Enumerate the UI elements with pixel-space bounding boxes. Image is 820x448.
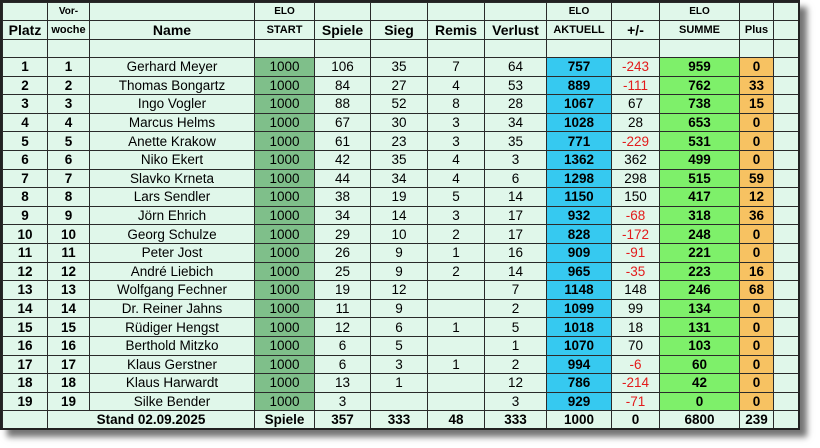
remis-cell [428, 336, 485, 355]
sieg-cell: 6 [371, 318, 428, 337]
remis-cell [428, 281, 485, 300]
platz-cell: 6 [3, 150, 48, 169]
table-row [3, 355, 799, 374]
platz-cell: 8 [3, 188, 48, 207]
plus-cell: 0 [740, 150, 774, 169]
table-row [3, 281, 799, 300]
elo-diff-cell: -243 [612, 58, 660, 77]
vorwoche-cell: 16 [48, 336, 90, 355]
elo-start-cell: 1000 [255, 132, 315, 151]
player-name-cell: Thomas Bongartz [90, 76, 255, 95]
platz-cell: 18 [3, 374, 48, 393]
elo-summe-cell: 248 [660, 225, 740, 244]
footer-spiele-total: 357 [315, 411, 371, 429]
spiele-header: Spiele [315, 21, 371, 40]
elo-aktuell-cell: 757 [547, 58, 612, 77]
plus-cell: 0 [740, 336, 774, 355]
elo-summe-cell: 221 [660, 243, 740, 262]
elo-summe-cell: 246 [660, 281, 740, 300]
elo-start-cell: 1000 [255, 206, 315, 225]
spacer-cell [774, 150, 799, 169]
remis-cell: 3 [428, 113, 485, 132]
remis-cell: 1 [428, 318, 485, 337]
platz-cell: 15 [3, 318, 48, 337]
elo-summe-header-line2: SUMME [660, 21, 740, 40]
elo-aktuell-cell: 1070 [547, 336, 612, 355]
sieg-cell: 9 [371, 243, 428, 262]
elo-summe-cell: 103 [660, 336, 740, 355]
elo-diff-cell: -6 [612, 355, 660, 374]
player-name-cell: Silke Bender [90, 392, 255, 411]
spacer-cell [774, 318, 799, 337]
vorwoche-cell: 19 [48, 392, 90, 411]
spacer-cell [774, 336, 799, 355]
table-row [3, 225, 799, 244]
vorwoche-header-line2: woche [48, 21, 90, 40]
sieg-cell: 19 [371, 188, 428, 207]
plus-cell: 0 [740, 132, 774, 151]
elo-diff-cell: 150 [612, 188, 660, 207]
elo-diff-cell: 18 [612, 318, 660, 337]
table-row [3, 336, 799, 355]
elo-diff-cell: 99 [612, 299, 660, 318]
platz-cell: 19 [3, 392, 48, 411]
verlust-cell: 6 [485, 169, 547, 188]
spacer-cell [774, 206, 799, 225]
elo-aktuell-cell: 932 [547, 206, 612, 225]
plus-cell: 0 [740, 243, 774, 262]
spacer-cell [774, 355, 799, 374]
header-row-main [3, 21, 799, 40]
elo-diff-cell: 362 [612, 150, 660, 169]
elo-start-cell: 1000 [255, 58, 315, 77]
sieg-cell: 1 [371, 374, 428, 393]
elo-start-cell: 1000 [255, 392, 315, 411]
elo-diff-cell: -35 [612, 262, 660, 281]
player-name-cell: Berthold Mitzko [90, 336, 255, 355]
plus-cell: 0 [740, 318, 774, 337]
player-name-cell: Jörn Ehrich [90, 206, 255, 225]
spacer-cell [774, 76, 799, 95]
plus-cell: 0 [740, 113, 774, 132]
platz-cell: 16 [3, 336, 48, 355]
verlust-cell: 17 [485, 206, 547, 225]
elo-aktuell-cell: 828 [547, 225, 612, 244]
platz-cell: 17 [3, 355, 48, 374]
spiele-cell: 34 [315, 206, 371, 225]
elo-aktuell-cell: 1067 [547, 95, 612, 114]
table-row [3, 132, 799, 151]
elo-summe-cell: 0 [660, 392, 740, 411]
header-spacer-row [3, 40, 799, 58]
vorwoche-cell: 12 [48, 262, 90, 281]
player-name-cell: Gerhard Meyer [90, 58, 255, 77]
sieg-cell: 9 [371, 299, 428, 318]
platz-cell: 13 [3, 281, 48, 300]
elo-aktuell-cell: 1362 [547, 150, 612, 169]
player-name-cell: André Liebich [90, 262, 255, 281]
elo-aktuell-cell: 771 [547, 132, 612, 151]
elo-diff-cell: -172 [612, 225, 660, 244]
spiele-cell: 29 [315, 225, 371, 244]
verlust-header: Verlust [485, 21, 547, 40]
elo-start-cell: 1000 [255, 355, 315, 374]
player-name-cell: Niko Ekert [90, 150, 255, 169]
elo-summe-cell: 531 [660, 132, 740, 151]
plus-cell: 33 [740, 76, 774, 95]
table-row [3, 95, 799, 114]
sieg-cell: 23 [371, 132, 428, 151]
table-row [3, 76, 799, 95]
player-name-cell: Peter Jost [90, 243, 255, 262]
vorwoche-cell: 3 [48, 95, 90, 114]
plus-cell: 0 [740, 374, 774, 393]
verlust-cell: 16 [485, 243, 547, 262]
plus-cell: 68 [740, 281, 774, 300]
platz-cell: 4 [3, 113, 48, 132]
vorwoche-cell: 17 [48, 355, 90, 374]
sieg-cell: 35 [371, 58, 428, 77]
remis-cell: 2 [428, 225, 485, 244]
verlust-cell: 7 [485, 281, 547, 300]
plus-cell: 0 [740, 299, 774, 318]
elo-aktuell-cell: 929 [547, 392, 612, 411]
elo-diff-cell: -68 [612, 206, 660, 225]
elo-diff-cell: 148 [612, 281, 660, 300]
spiele-cell: 88 [315, 95, 371, 114]
spacer-cell [774, 262, 799, 281]
spiele-cell: 106 [315, 58, 371, 77]
sieg-cell [371, 392, 428, 411]
remis-cell [428, 299, 485, 318]
elo-start-cell: 1000 [255, 188, 315, 207]
vorwoche-cell: 7 [48, 169, 90, 188]
footer-summe-total: 6800 [660, 411, 740, 429]
vorwoche-cell: 13 [48, 281, 90, 300]
verlust-cell: 12 [485, 374, 547, 393]
remis-cell: 4 [428, 150, 485, 169]
elo-summe-cell: 131 [660, 318, 740, 337]
sieg-cell: 10 [371, 225, 428, 244]
stand-date: Stand 02.09.2025 [48, 411, 255, 429]
remis-cell: 1 [428, 243, 485, 262]
sieg-cell: 12 [371, 281, 428, 300]
elo-start-cell: 1000 [255, 225, 315, 244]
player-name-cell: Anette Krakow [90, 132, 255, 151]
spacer-cell [774, 113, 799, 132]
player-name-cell: Klaus Harwardt [90, 374, 255, 393]
spacer-cell [774, 169, 799, 188]
verlust-cell: 14 [485, 188, 547, 207]
plus-cell: 0 [740, 355, 774, 374]
elo-summe-cell: 223 [660, 262, 740, 281]
spiele-cell: 42 [315, 150, 371, 169]
platz-cell: 7 [3, 169, 48, 188]
remis-cell: 4 [428, 169, 485, 188]
sieg-cell: 27 [371, 76, 428, 95]
elo-start-header-line1: ELO [255, 3, 315, 21]
vorwoche-cell: 11 [48, 243, 90, 262]
plus-cell: 36 [740, 206, 774, 225]
spiele-cell: 12 [315, 318, 371, 337]
sieg-cell: 34 [371, 169, 428, 188]
elo-start-cell: 1000 [255, 299, 315, 318]
sieg-cell: 9 [371, 262, 428, 281]
elo-diff-cell: 28 [612, 113, 660, 132]
footer-row [3, 411, 799, 429]
remis-cell: 4 [428, 76, 485, 95]
vorwoche-cell: 2 [48, 76, 90, 95]
plus-header: Plus [740, 21, 774, 40]
plus-cell: 15 [740, 95, 774, 114]
elo-start-cell: 1000 [255, 318, 315, 337]
vorwoche-cell: 15 [48, 318, 90, 337]
remis-cell: 7 [428, 58, 485, 77]
elo-diff-cell: -71 [612, 392, 660, 411]
elo-summe-header-line1: ELO [660, 3, 740, 21]
platz-cell: 2 [3, 76, 48, 95]
platz-cell: 3 [3, 95, 48, 114]
player-name-cell: Dr. Reiner Jahns [90, 299, 255, 318]
table-row [3, 374, 799, 393]
elo-summe-cell: 515 [660, 169, 740, 188]
player-name-cell: Ingo Vogler [90, 95, 255, 114]
platz-cell: 14 [3, 299, 48, 318]
remis-cell: 1 [428, 355, 485, 374]
player-name-cell: Klaus Gerstner [90, 355, 255, 374]
sieg-cell: 3 [371, 355, 428, 374]
elo-diff-cell: 298 [612, 169, 660, 188]
elo-summe-cell: 417 [660, 188, 740, 207]
elo-aktuell-cell: 1028 [547, 113, 612, 132]
remis-cell: 3 [428, 206, 485, 225]
table-row [3, 206, 799, 225]
remis-cell: 8 [428, 95, 485, 114]
elo-aktuell-cell: 889 [547, 76, 612, 95]
sieg-cell: 30 [371, 113, 428, 132]
footer-aktuell-total: 1000 [547, 411, 612, 429]
plus-cell: 12 [740, 188, 774, 207]
elo-ranking-table [2, 2, 799, 429]
spiele-cell: 6 [315, 355, 371, 374]
footer-diff-total: 0 [612, 411, 660, 429]
name-header: Name [90, 21, 255, 40]
verlust-cell: 2 [485, 355, 547, 374]
elo-aktuell-cell: 1018 [547, 318, 612, 337]
elo-start-cell: 1000 [255, 262, 315, 281]
player-name-cell: Marcus Helms [90, 113, 255, 132]
vorwoche-cell: 14 [48, 299, 90, 318]
footer-spiele-label: Spiele [255, 411, 315, 429]
elo-aktuell-cell: 965 [547, 262, 612, 281]
plus-cell: 16 [740, 262, 774, 281]
table-row [3, 243, 799, 262]
elo-aktuell-cell: 1298 [547, 169, 612, 188]
verlust-cell: 5 [485, 318, 547, 337]
elo-summe-cell: 499 [660, 150, 740, 169]
plus-cell: 59 [740, 169, 774, 188]
elo-start-header-line2: START [255, 21, 315, 40]
sieg-cell: 35 [371, 150, 428, 169]
table-row [3, 58, 799, 77]
elo-start-cell: 1000 [255, 281, 315, 300]
player-name-cell: Georg Schulze [90, 225, 255, 244]
spacer-cell [774, 225, 799, 244]
table-row [3, 150, 799, 169]
table-row [3, 262, 799, 281]
elo-start-cell: 1000 [255, 169, 315, 188]
elo-start-cell: 1000 [255, 76, 315, 95]
footer-plus-total: 239 [740, 411, 774, 429]
footer-sieg-total: 333 [371, 411, 428, 429]
platz-cell: 12 [3, 262, 48, 281]
vorwoche-cell: 6 [48, 150, 90, 169]
elo-start-cell: 1000 [255, 113, 315, 132]
platz-cell: 1 [3, 58, 48, 77]
elo-summe-cell: 959 [660, 58, 740, 77]
elo-aktuell-cell: 994 [547, 355, 612, 374]
spacer-cell [774, 374, 799, 393]
plus-cell: 0 [740, 225, 774, 244]
elo-summe-cell: 42 [660, 374, 740, 393]
footer-remis-total: 48 [428, 411, 485, 429]
table-row [3, 188, 799, 207]
elo-aktuell-cell: 1099 [547, 299, 612, 318]
spiele-cell: 67 [315, 113, 371, 132]
spiele-cell: 25 [315, 262, 371, 281]
verlust-cell: 3 [485, 392, 547, 411]
platz-cell: 10 [3, 225, 48, 244]
elo-diff-cell: 67 [612, 95, 660, 114]
verlust-cell: 17 [485, 225, 547, 244]
header-row-top [3, 3, 799, 21]
verlust-cell: 64 [485, 58, 547, 77]
spacer-cell [774, 281, 799, 300]
verlust-cell: 14 [485, 262, 547, 281]
plus-cell: 0 [740, 392, 774, 411]
table-row [3, 318, 799, 337]
remis-cell: 3 [428, 132, 485, 151]
spiele-cell: 84 [315, 76, 371, 95]
vorwoche-cell: 10 [48, 225, 90, 244]
elo-diff-cell: -111 [612, 76, 660, 95]
verlust-cell: 2 [485, 299, 547, 318]
spiele-cell: 11 [315, 299, 371, 318]
elo-summe-cell: 134 [660, 299, 740, 318]
spiele-cell: 19 [315, 281, 371, 300]
spacer-cell [774, 392, 799, 411]
elo-aktuell-cell: 786 [547, 374, 612, 393]
verlust-cell: 1 [485, 336, 547, 355]
remis-cell [428, 392, 485, 411]
sieg-cell: 52 [371, 95, 428, 114]
elo-start-cell: 1000 [255, 150, 315, 169]
elo-summe-cell: 762 [660, 76, 740, 95]
diff-header: +/- [612, 21, 660, 40]
vorwoche-cell: 1 [48, 58, 90, 77]
elo-aktuell-cell: 1148 [547, 281, 612, 300]
vorwoche-cell: 8 [48, 188, 90, 207]
sieg-header: Sieg [371, 21, 428, 40]
verlust-cell: 34 [485, 113, 547, 132]
table-row [3, 392, 799, 411]
spiele-cell: 13 [315, 374, 371, 393]
vorwoche-header-line1: Vor- [48, 3, 90, 21]
elo-diff-cell: 70 [612, 336, 660, 355]
player-name-cell: Slavko Krneta [90, 169, 255, 188]
elo-summe-cell: 318 [660, 206, 740, 225]
sieg-cell: 14 [371, 206, 428, 225]
elo-summe-cell: 738 [660, 95, 740, 114]
elo-start-cell: 1000 [255, 243, 315, 262]
verlust-cell: 3 [485, 150, 547, 169]
table-row [3, 169, 799, 188]
elo-aktuell-cell: 1150 [547, 188, 612, 207]
elo-aktuell-header-line1: ELO [547, 3, 612, 21]
spiele-cell: 38 [315, 188, 371, 207]
elo-start-cell: 1000 [255, 374, 315, 393]
spiele-cell: 6 [315, 336, 371, 355]
spiele-cell: 3 [315, 392, 371, 411]
remis-header: Remis [428, 21, 485, 40]
vorwoche-cell: 9 [48, 206, 90, 225]
verlust-cell: 53 [485, 76, 547, 95]
spacer-cell [774, 299, 799, 318]
elo-aktuell-header-line2: AKTUELL [547, 21, 612, 40]
spacer-cell [774, 58, 799, 77]
vorwoche-cell: 5 [48, 132, 90, 151]
vorwoche-cell: 18 [48, 374, 90, 393]
platz-cell: 9 [3, 206, 48, 225]
plus-cell: 0 [740, 58, 774, 77]
player-name-cell: Rüdiger Hengst [90, 318, 255, 337]
platz-cell: 11 [3, 243, 48, 262]
elo-diff-cell: -91 [612, 243, 660, 262]
spacer-cell [774, 243, 799, 262]
verlust-cell: 28 [485, 95, 547, 114]
remis-cell [428, 374, 485, 393]
spiele-cell: 44 [315, 169, 371, 188]
spacer-cell [774, 95, 799, 114]
elo-start-cell: 1000 [255, 336, 315, 355]
elo-start-cell: 1000 [255, 95, 315, 114]
elo-diff-cell: -229 [612, 132, 660, 151]
spacer-cell [774, 132, 799, 151]
table-row [3, 299, 799, 318]
elo-summe-cell: 60 [660, 355, 740, 374]
platz-header: Platz [3, 21, 48, 40]
table-row [3, 113, 799, 132]
platz-cell: 5 [3, 132, 48, 151]
remis-cell: 2 [428, 262, 485, 281]
verlust-cell: 35 [485, 132, 547, 151]
player-name-cell: Lars Sendler [90, 188, 255, 207]
elo-aktuell-cell: 909 [547, 243, 612, 262]
player-name-cell: Wolfgang Fechner [90, 281, 255, 300]
elo-diff-cell: -214 [612, 374, 660, 393]
vorwoche-cell: 4 [48, 113, 90, 132]
spiele-cell: 61 [315, 132, 371, 151]
ranking-rows [3, 58, 799, 411]
spiele-cell: 26 [315, 243, 371, 262]
remis-cell: 5 [428, 188, 485, 207]
sieg-cell: 5 [371, 336, 428, 355]
spacer-cell [774, 188, 799, 207]
footer-verlust-total: 333 [485, 411, 547, 429]
elo-summe-cell: 653 [660, 113, 740, 132]
